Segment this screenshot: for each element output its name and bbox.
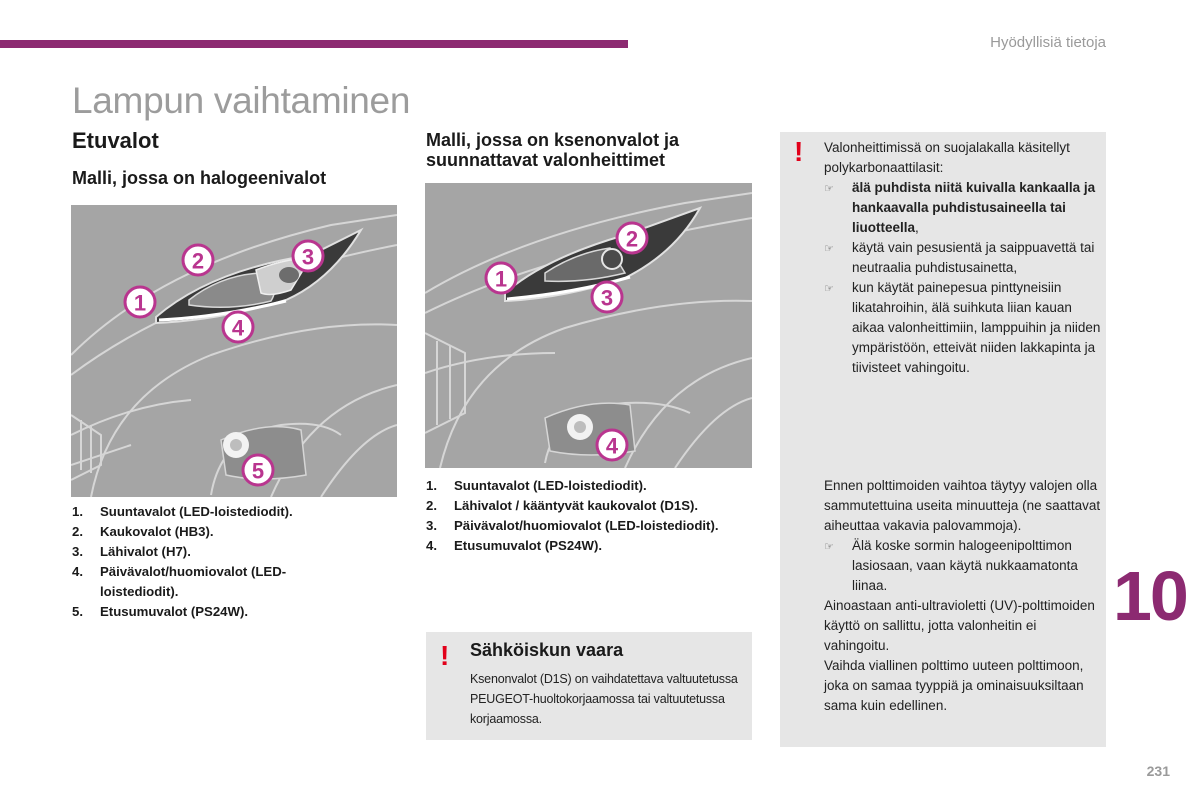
list-item: 3. Lähivalot (H7). <box>72 544 191 559</box>
xenon-heading: Malli, jossa on ksenonvalot ja suunnattavat valonheittimet <box>426 130 680 170</box>
warning-icon: ! <box>794 136 804 167</box>
callout-3 <box>592 282 622 312</box>
uv-bulb-paragraph: Ainoastaan anti-ultravioletti (UV)-polttimoiden käyttö on sallittu, jotta valonheitin ei vahingoitu. <box>824 598 1095 653</box>
list-item: 2. Kaukovalot (HB3). <box>72 524 214 539</box>
list-item: 2. Lähivalot / kääntyvät kaukovalot (D1S). <box>426 498 699 513</box>
hand-pointer-icon: ☞ <box>824 183 834 195</box>
hand-pointer-icon: ☞ <box>824 541 834 553</box>
page-title: Lampun vaihtaminen <box>72 80 411 121</box>
chapter-number: 10 <box>1113 557 1187 635</box>
list-item: 1. Suuntavalot (LED-loistediodit). <box>72 504 293 519</box>
shock-warning-body: Ksenonvalot (D1S) on vaihdatettava valtuutetussa PEUGEOT-huoltokorjaamossa tai valtuutetussa korjaamossa. <box>470 672 738 726</box>
halogen-heading: Malli, jossa on halogeenivalot <box>72 168 327 188</box>
callout-2 <box>617 223 647 253</box>
replace-bulb-paragraph: Vaihda viallinen polttimo uuteen polttimoon, joka on samaa tyyppiä ja ominaisuuksiltaan sama kuin edellinen. <box>824 658 1084 713</box>
hand-pointer-icon: ☞ <box>824 243 834 255</box>
list-item: 4. Etusumuvalot (PS24W). <box>426 538 603 553</box>
xenon-headlamp-diagram <box>425 183 752 468</box>
callout-4 <box>597 430 627 460</box>
list-item: ☞ Älä koske sormin halogeenipolttimon lasiosaan, vaan käytä nukkaamatonta liinaa. <box>824 536 1102 596</box>
bulb-change-section <box>824 476 1102 716</box>
svg-text:3: 3 <box>600 285 614 311</box>
callout-2 <box>183 245 213 275</box>
care-instructions-panel <box>780 132 1106 747</box>
list-item: 4. Päivävalot/huomiovalot (LED-loistediodit). <box>72 564 287 599</box>
list-item: 5. Etusumuvalot (PS24W). <box>72 604 249 619</box>
callout-1 <box>125 287 155 317</box>
callout-5 <box>243 455 273 485</box>
svg-text:1: 1 <box>133 290 147 316</box>
lens-care-section <box>824 138 1102 378</box>
xenon-parts-list <box>426 476 751 556</box>
svg-text:1: 1 <box>494 266 508 292</box>
list-item: 3. Päivävalot/huomiovalot (LED-loistediodit). <box>426 518 719 533</box>
svg-text:5: 5 <box>251 458 265 484</box>
halogen-diagram-svg <box>71 205 397 497</box>
hand-pointer-icon: ☞ <box>824 283 834 295</box>
halogen-headlamp-shape <box>156 230 361 323</box>
svg-text:3: 3 <box>301 244 315 270</box>
callout-3 <box>293 241 323 271</box>
section-label: Hyödyllisiä tietoja <box>990 34 1106 51</box>
halogen-parts-list <box>72 502 312 622</box>
list-item: ☞ käytä vain pesusientä ja saippuavettä tai neutraalia puhdistusainetta, <box>824 238 1102 278</box>
header-accent-bar <box>0 40 628 48</box>
list-item: ☞ älä puhdista niitä kuivalla kankaalla ja hankaavalla puhdistusaineella tai liuotteella, <box>824 178 1102 238</box>
svg-text:4: 4 <box>605 433 619 459</box>
shock-warning-title: Sähköiskun vaara <box>470 640 624 660</box>
shock-warning-box <box>426 632 752 740</box>
callout-4 <box>223 312 253 342</box>
warning-icon: ! <box>440 640 450 671</box>
page-number: 231 <box>1146 763 1170 779</box>
svg-text:2: 2 <box>625 226 639 252</box>
callout-1 <box>486 263 516 293</box>
lens-care-intro: Valonheittimissä on suojalakalla käsitellyt polykarbonaattilasit: <box>824 140 1070 175</box>
cool-down-paragraph: Ennen polttimoiden vaihtoa täytyy valojen olla sammutettuina useita minuutteja (ne saattavat aiheuttaa vakavia palovammoja). <box>824 478 1101 533</box>
page-subtitle: Etuvalot <box>72 128 159 153</box>
svg-text:2: 2 <box>191 248 205 274</box>
svg-text:4: 4 <box>231 315 245 341</box>
list-item: 1. Suuntavalot (LED-loistediodit). <box>426 478 647 493</box>
halogen-headlamp-diagram <box>71 205 397 497</box>
xenon-diagram-svg <box>425 183 752 468</box>
list-item: ☞ kun käytät painepesua pinttyneisiin likatahroihin, älä suihkuta liian kauan aikaa valonheittimiin, lamppuihin ja niiden ympäristöön, etteivät niiden lakkapinta ja tiivisteet vahingoitu. <box>824 278 1102 378</box>
